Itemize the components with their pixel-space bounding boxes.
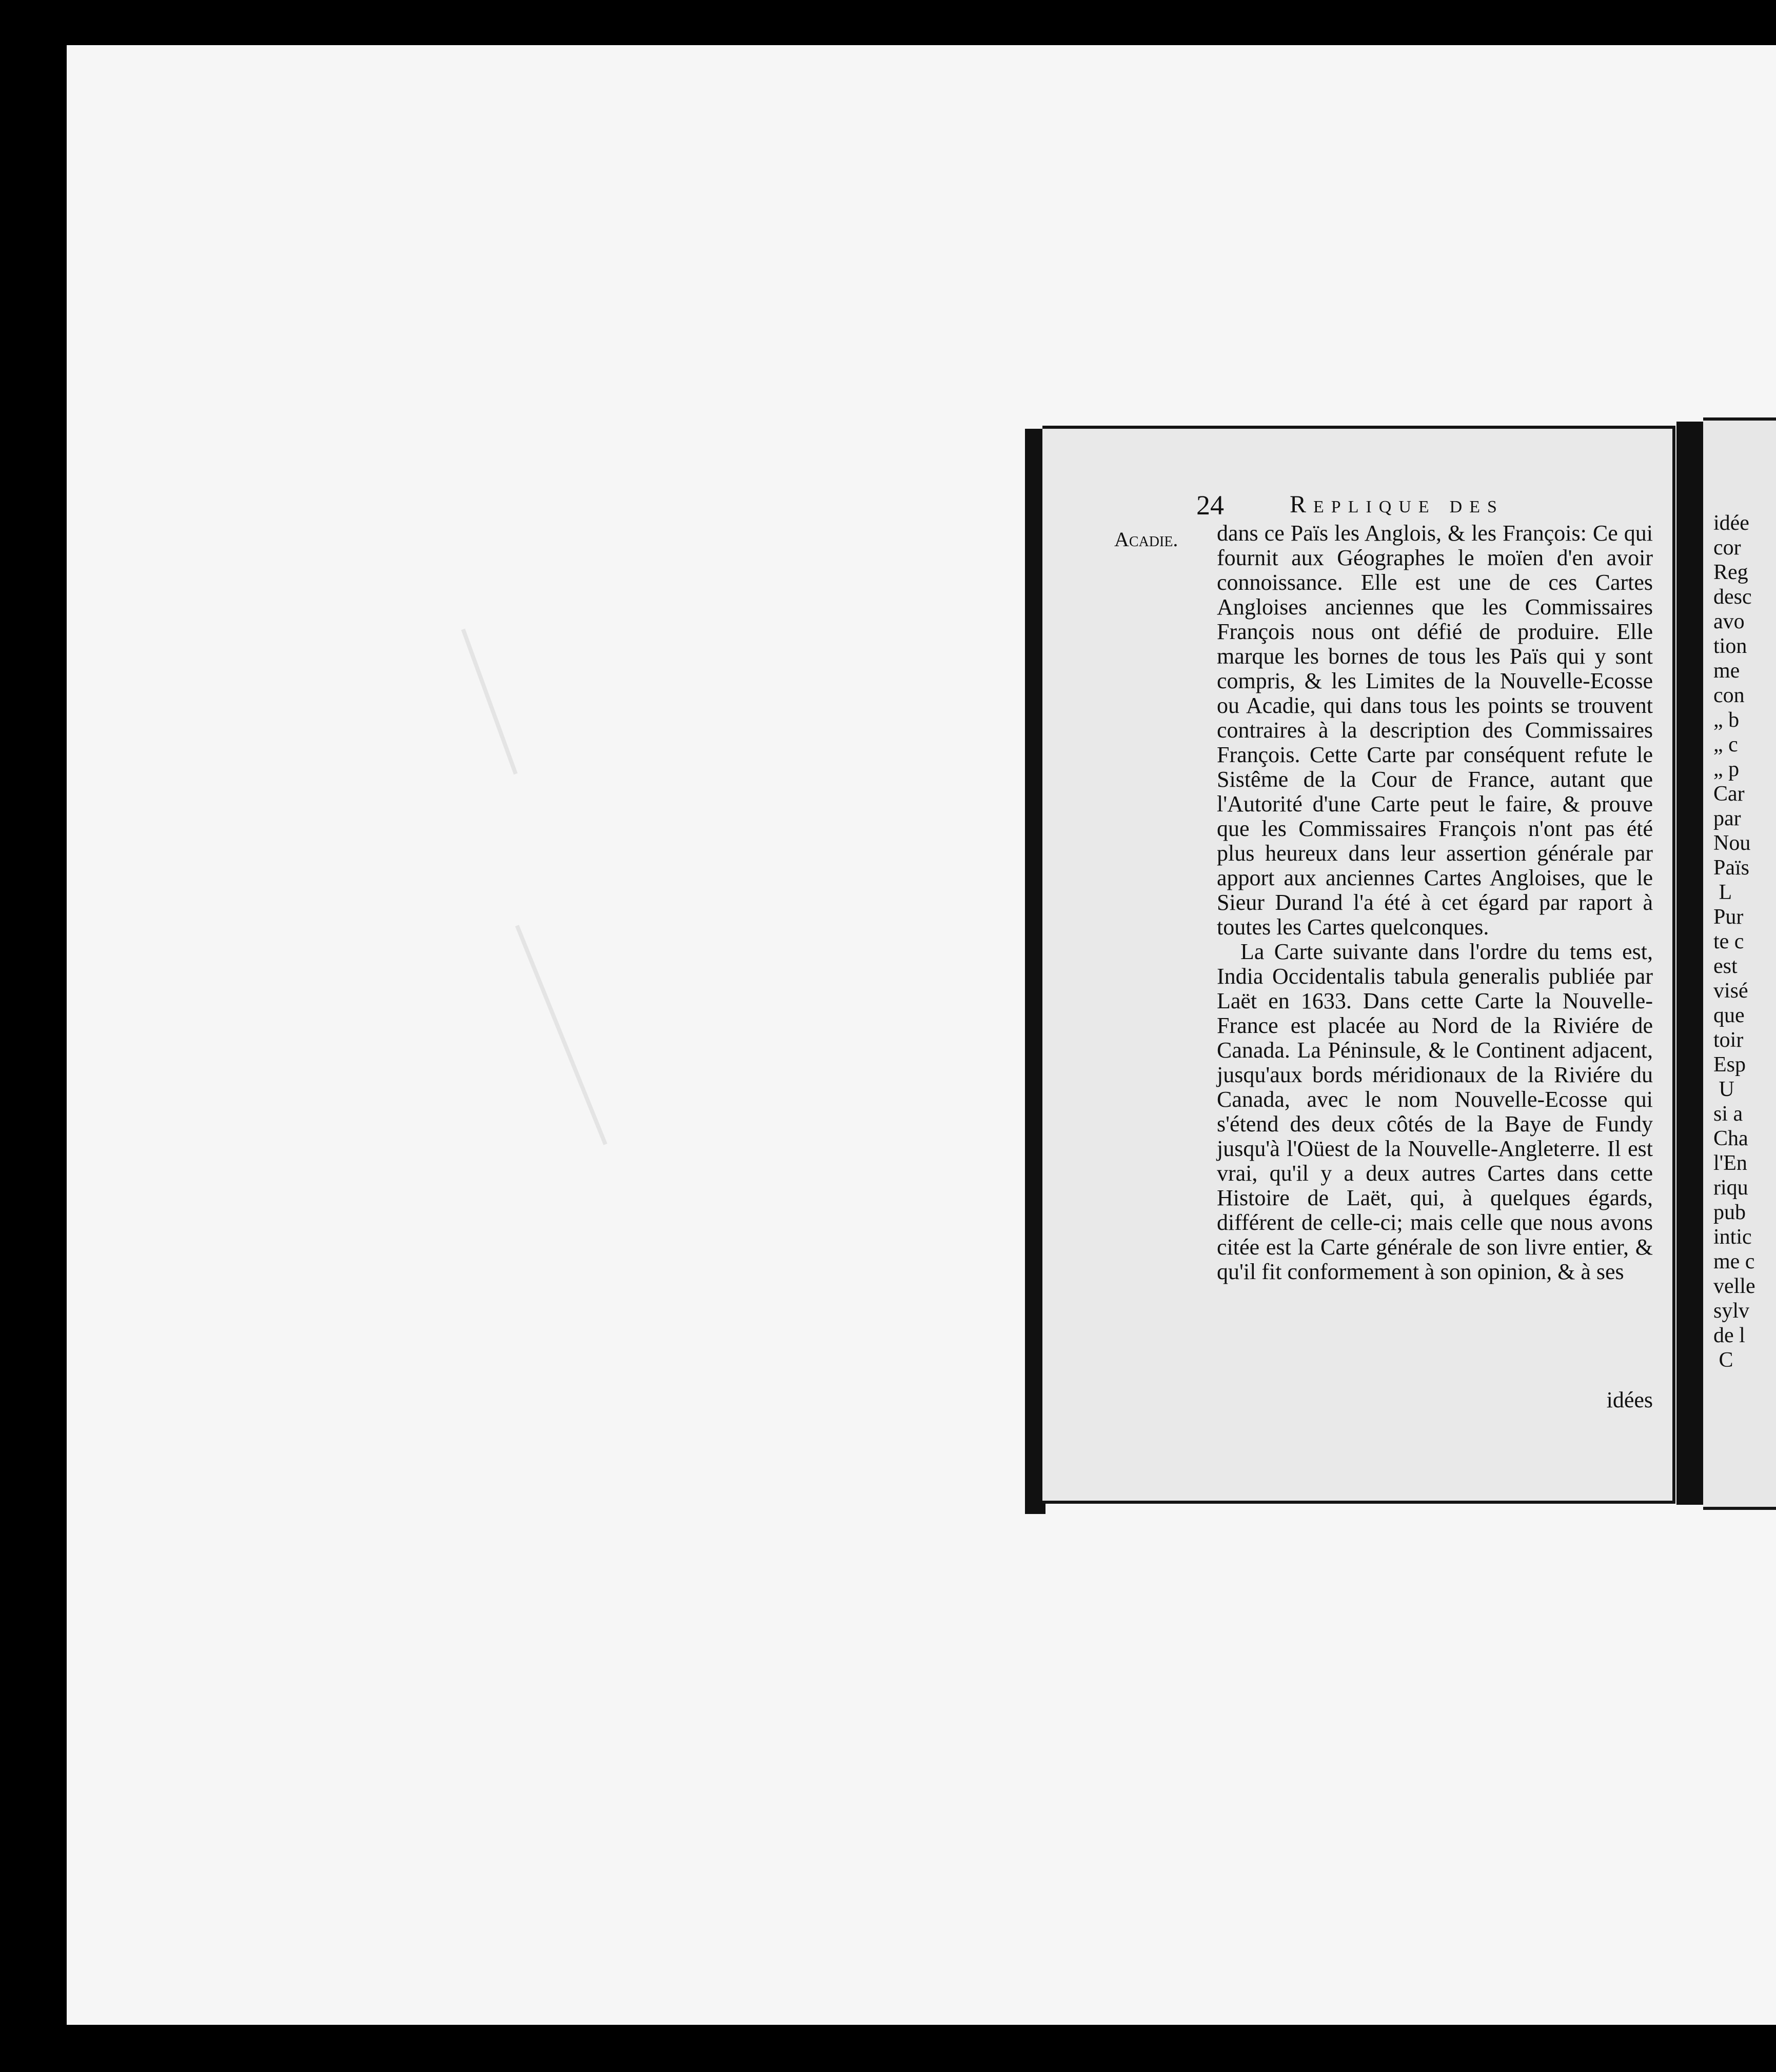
paragraph: La Carte suivante dans l'ordre du tems est, India Occidentalis tabula generalis publiée par Laët en 1633. Dans cette Carte la Nouvelle-France est placée au Nord de la Riviére de Canada. La Péninsule, & le Continent adjacent, jusqu'aux bords méridionaux de la Riviére du Canada, avec le nom Nouvelle-Ecosse qui s'étend des deux côtés de la Baye de Fundy jusqu'à l'Oüest de la Nouvelle-Angleterre. Il est vrai, qu'il y a deux autres Cartes dans cette Histoire de Laët, qui, à quelques égards, différent de celle-ci; mais celle que nous avons citée est la Carte générale de son livre entier, & qu'il fit conformement à son opinion, & à ses: [1217, 939, 1653, 1284]
book-gutter: [1676, 422, 1703, 1505]
paragraph: dans ce Païs les Anglois, & les François: Ce qui fournit aux Géographes le moïen d'en avoir connoissance. Elle est une de ces Cartes Angloises anciennes que les Commissaires François nous ont défié de produire. Elle marque les bornes de tous les Païs qui y sont compris, & les Limites de la Nouvelle-Ecosse ou Acadie, qui dans tous les points se trouvent contraires à la description des Commissaires François. Cette Carte par conséquent refute le Sistême de la Cour de France, autant que l'Autorité d'une Carte peut le faire, & prouve que les Commissaires François n'ont pas été plus heureux dans leur assertion générale par apport aux anciennes Cartes Angloises, que le Sieur Durand l'a été à cet égard par raport à toutes les Cartes quelconques.: [1217, 521, 1653, 940]
left-page: [1042, 426, 1675, 1504]
film-scratch: [461, 629, 518, 775]
right-page: [1703, 417, 1776, 1510]
margin-note: Acadie.: [1114, 528, 1178, 551]
page-number: 24: [1196, 490, 1224, 521]
body-text: [1217, 521, 1653, 1284]
film-scratch: [515, 925, 607, 1145]
right-page-text-fragments: idée cor Reg desc avo tion me con „ b „ c „ p Car par Nou Païs L Pur te c est visé que toir Esp U si a Cha l'En riqu pub intic me c velle sylv de l C: [1713, 511, 1755, 1372]
page-header: [1196, 489, 1658, 520]
running-head: Replique des: [1290, 491, 1504, 518]
open-book: [1025, 415, 1776, 1509]
catchword: idées: [1606, 1387, 1653, 1412]
